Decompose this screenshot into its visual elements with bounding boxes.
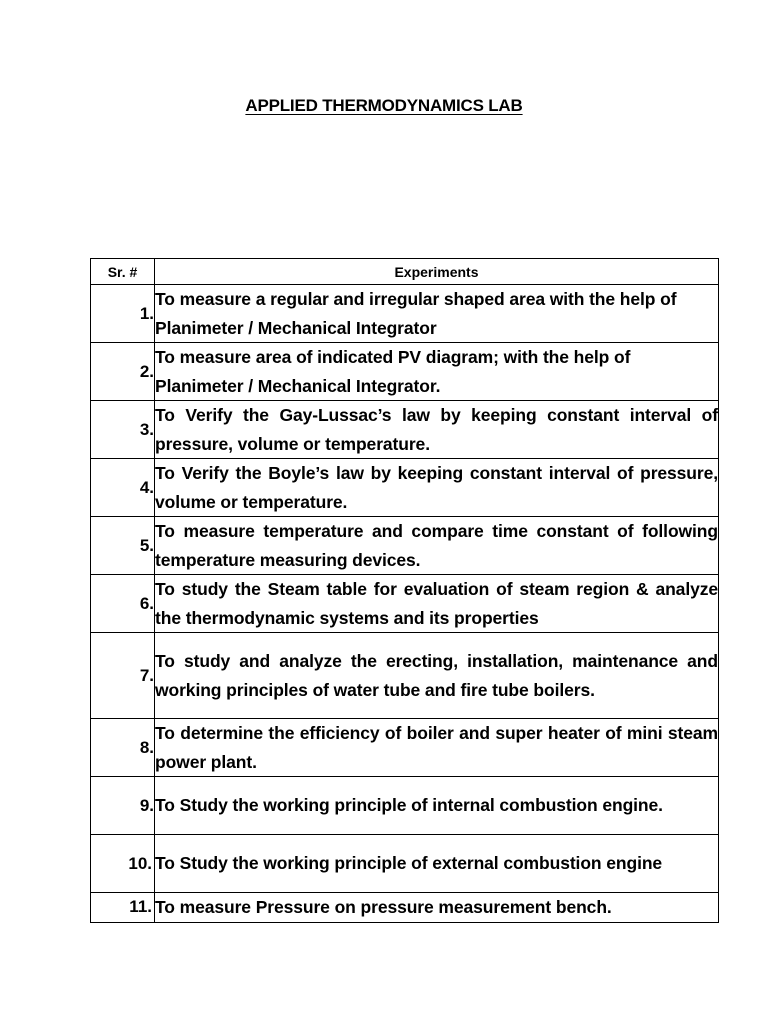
row-number: 8. — [91, 719, 155, 777]
experiments-table — [90, 258, 719, 923]
row-number: 5. — [91, 517, 155, 575]
row-experiment: To Study the working principle of external combustion engine — [155, 835, 719, 893]
table-row — [91, 835, 719, 893]
row-number: 3. — [91, 401, 155, 459]
table-row — [91, 575, 719, 633]
row-number: 2. — [91, 343, 155, 401]
table-row — [91, 777, 719, 835]
header-sr: Sr. # — [91, 259, 155, 285]
table-row — [91, 285, 719, 343]
row-experiment: To Verify the Gay-Lussac’s law by keeping constant interval of pressure, volume or temperature. — [155, 401, 719, 459]
table-row — [91, 719, 719, 777]
row-experiment: To study and analyze the erecting, installation, maintenance and working principles of water tube and fire tube boilers. — [155, 633, 719, 719]
row-experiment: To measure Pressure on pressure measurement bench. — [155, 893, 719, 923]
row-experiment: To study the Steam table for evaluation of steam region & analyze the thermodynamic systems and its properties — [155, 575, 719, 633]
row-number: 4. — [91, 459, 155, 517]
row-number: 11. — [91, 893, 155, 923]
row-number: 7. — [91, 633, 155, 719]
row-experiment: To measure a regular and irregular shaped area with the help of Planimeter / Mechanical Integrator — [155, 285, 719, 343]
header-experiments: Experiments — [155, 259, 719, 285]
row-number: 6. — [91, 575, 155, 633]
row-number: 9. — [91, 777, 155, 835]
table-row — [91, 343, 719, 401]
table-row — [91, 401, 719, 459]
row-experiment: To measure temperature and compare time constant of following temperature measuring devices. — [155, 517, 719, 575]
table-row — [91, 459, 719, 517]
page-title: APPLIED THERMODYNAMICS LAB — [245, 96, 523, 115]
table-header-row — [91, 259, 719, 285]
row-experiment: To Study the working principle of internal combustion engine. — [155, 777, 719, 835]
table-row — [91, 633, 719, 719]
row-experiment: To Verify the Boyle’s law by keeping constant interval of pressure, volume or temperature. — [155, 459, 719, 517]
table-row — [91, 893, 719, 923]
row-experiment: To measure area of indicated PV diagram; with the help of Planimeter / Mechanical Integrator. — [155, 343, 719, 401]
row-number: 10. — [91, 835, 155, 893]
table-row — [91, 517, 719, 575]
row-number: 1. — [91, 285, 155, 343]
row-experiment: To determine the efficiency of boiler and super heater of mini steam power plant. — [155, 719, 719, 777]
